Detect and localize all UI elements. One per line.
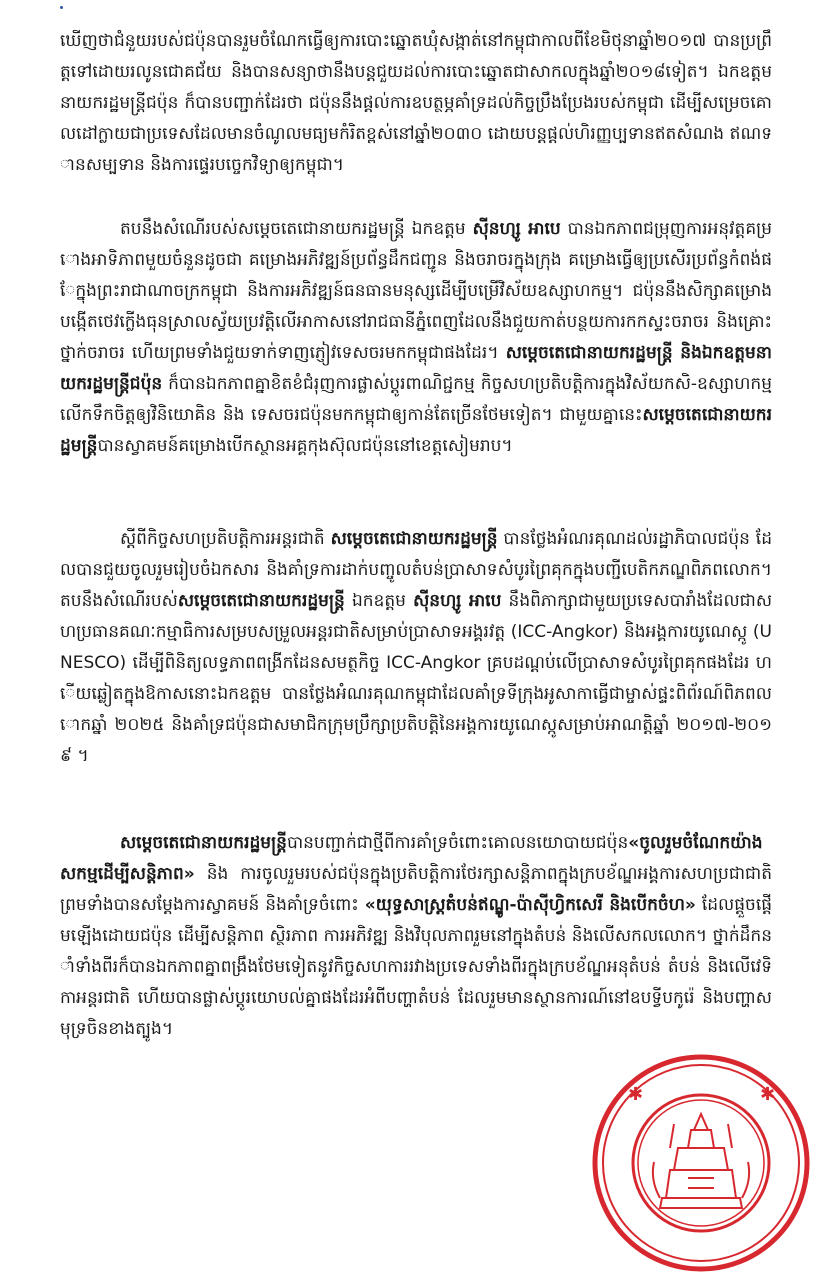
paragraph-4-text-d: និង ការចូលរួមរបស់ជប៉ុនក្នុងប្រតិបត្តិការថែរក្សាសន្តិភាពក្នុងក្របខ័ណ្ឌអង្គការសហប្រជាជាតិ ព្រមទាំងបានសម្តែងការស្វាគមន៍ និងគាំទ្រចំពោះ [60, 864, 772, 915]
svg-text:✱: ✱ [628, 1084, 644, 1105]
paragraph-4-policy: «ចូលរួមចំណែកយ៉ាងសកម្មដើម្បីសន្តិភាព» [60, 833, 763, 884]
paragraph-2-text-c: បានឯកភាពជម្រុញការអនុវត្តគម្រោងអាទិភាពមួយចំនួនដូចជា គម្រោងអភិវឌ្ឍន៍ប្រព័ន្ធដឹកជញ្ជូន និងចរាចរក្នុងក្រុង គម្រោងធ្វើឲ្យប្រសើរប្រព័ន្ធកំពង់ផែក្នុងព្រះរាជាណាចក្រកម្ពុជា និងការអភិវឌ្ឍន៍ធនធានមនុស្សដើម្បីបម្រើវិស័យឧស្សាហកម្ម។ ជប៉ុននឹងសិក្សាគម្រោងបង្កើតថេវក្លើងធុនស្រាលស្វ័យប្រវត្តិលើអាកាសនៅរាជធានីភ្នំពេញដែលនឹងជួយកាត់បន្ថយការកកស្ទះចរាចរ និងគ្រោះថ្នាក់ចរាចរ ហើយព្រមទាំងជួយទាក់ទាញភ្ញៀវទេសចរមកកម្ពុជាផងដែរ។ [60, 219, 772, 363]
blue-dot [60, 6, 63, 9]
paragraph-4-samdech: សម្តេចតេជោនាយករដ្ឋមន្ត្រី [120, 833, 287, 853]
paragraph-4-strategy: «យុទ្ធសាស្ត្រតំបន់ឥណ្ឌូ-ប៉ាស៊ីហ្វិកសេរី និងបើកចំហ» [364, 895, 696, 915]
paragraph-2-name: ស៊ីនហ្សូ អាបេ [472, 219, 561, 239]
paragraph-4-text-b: បានបញ្ជាក់ជាថ្មីពីការគាំទ្រចំពោះគោលនយោបាយជប៉ុន [286, 833, 629, 853]
paragraph-3-text-a: ស្តីពីកិច្ចសហប្រតិបត្តិការអន្តរជាតិ [120, 529, 331, 549]
paragraph-2-leaders: សម្តេចតេជោនាយករដ្ឋមន្ត្រី និងឯកឧត្តមនាយករដ្ឋមន្ត្រីជប៉ុន [60, 343, 772, 394]
paragraph-3-samdech-1: សម្តេចតេជោនាយករដ្ឋមន្ត្រី [330, 529, 498, 549]
paragraph-4 [60, 828, 772, 1045]
paragraph-3-text-e: ឯកឧត្តម [344, 591, 414, 611]
official-seal-icon [590, 1052, 812, 1274]
paragraph-3-samdech-2: សម្តេចតេជោនាយករដ្ឋមន្ត្រី [177, 591, 345, 611]
paragraph-3-text-g: នឹងពិភាក្សាជាមួយប្រទេសបារាំងដែលជាសហប្រធានគណៈកម្មាធិការសម្របសម្រួលអន្តរជាតិសម្រាប់ប្រាសាទអង្គរវត្ត (ICC-Angkor) និងអង្គការយូណេស្កូ (UNESCO) ដើម្បីពិនិត្យលទ្ធភាពពង្រីកដែនសមត្ថកិច្ច ICC-Angkor គ្របដណ្តប់លើប្រាសាទសំបូរព្រៃគុកផងដែរ ហើយឆ្លៀតក្នុងឱកាសនោះឯកឧត្តម បានថ្លែងអំណរគុណកម្ពុជាដែលគាំទ្រទីក្រុងអូសាកាធ្វើជាម្ចាស់ផ្ទះពិព័រណ៍ពិភពលោកឆ្នាំ ២០២៥ និងគាំទ្រជប៉ុនជាសមាជិកក្រុមប្រឹក្សាប្រតិបត្តិនៃអង្គការយូណេស្កូសម្រាប់អាណត្តិឆ្នាំ ២០១៧-២០១៩ ។ [60, 591, 772, 766]
paragraph-3-text-c: បានថ្លែងអំណរគុណដល់រដ្ឋាភិបាលជប៉ុន ដែលបានជួយចូលរួមរៀបចំឯកសារ និងគាំទ្រការដាក់បញ្ចូលតំបន់ប្រាសាទសំបូរព្រៃគុកក្នុងបញ្ជីបេតិកភណ្ឌពិភពលោក។ តបនឹងសំណើរបស់ [60, 529, 772, 611]
paragraph-2-text-g: បានស្វាគមន៍គម្រោងបើកស្ថានអគ្គកុងស៊ុលជប៉ុននៅខេត្តសៀមរាប។ [97, 436, 513, 456]
paragraph-3-name: ស៊ីនហ្សូ អាបេ [413, 591, 502, 611]
paragraph-2 [60, 214, 772, 462]
paragraph-2-samdech: សម្តេចតេជោនាយករដ្ឋមន្ត្រី [60, 405, 772, 456]
paragraph-1-text: ឃើញថាជំនួយរបស់ជប៉ុនបានរួមចំណែកធ្វើឲ្យការបោះឆ្នោតឃុំសង្កាត់នៅកម្ពុជាកាលពីខែមិថុនាឆ្នាំ២០១៧ បានប្រព្រឹត្តទៅដោយរលូនជោគជ័យ និងបានសន្យាថានឹងបន្តជួយដល់ការបោះឆ្នោតជាសាកលក្នុងឆ្នាំ២០១៨ទៀត។ ឯកឧត្តមនាយករដ្ឋមន្ត្រីជប៉ុន ក៏បានបញ្ជាក់ដែរថា ជប៉ុននឹងផ្តល់ការឧបត្ថម្ភគាំទ្រដល់កិច្ចប្រឹងប្រែងរបស់កម្ពុជា ដើម្បីសម្រេចគោលដៅក្លាយជាប្រទេសដែលមានចំណូលមធ្យមកំរិតខ្ពស់នៅឆ្នាំ២០៣០ ដោយបន្តផ្តល់ហិរញ្ញប្បទានឥតសំណង ឥណទានសម្បទាន និងការផ្ទេរបច្ចេកវិទ្យាឲ្យកម្ពុជា។ [60, 31, 772, 175]
paragraph-4-text-f: ដែលផ្តួចផ្តើមឡើងដោយជប៉ុន ដើម្បីសន្តិភាព ស្ថិរភាព ការអភិវឌ្ឍ និងវិបុលភាពរួមនៅក្នុងតំបន់ និងលើសកលលោក។ ថ្នាក់ដឹកនាំទាំងពីរក៏បានឯកភាពគ្នាពង្រឹងថែមទៀតនូវកិច្ចសហការរវាងប្រទេសទាំងពីរក្នុងក្របខ័ណ្ឌអនុតំបន់ តំបន់ និងលើវេទិកាអន្តរជាតិ ហើយបានផ្លាស់ប្តូរយោបល់គ្នាផងដែរអំពីបញ្ហាតំបន់ ដែលរួមមានស្ថានការណ៍នៅឧបទ្វីបកូរ៉េ និងបញ្ហាសមុទ្រចិនខាងត្បូង។ [60, 895, 773, 1039]
paragraph-1 [60, 26, 772, 181]
paragraph-3 [60, 524, 772, 772]
paragraph-2-text-e: ក៏បានឯកភាពគ្នាខិតខំជំរុញការផ្លាស់ប្តូរពាណិជ្ជកម្ម កិច្ចសហប្រតិបត្តិការក្នុងវិស័យកសិ-ឧស្សាហកម្ម លើកទឹកចិត្តឲ្យវិនិយោគិន និង ទេសចរជប៉ុនមកកម្ពុជាឲ្យកាន់តែច្រើនថែមទៀត។ ជាមួយគ្នានេះ [60, 374, 772, 425]
paragraph-2-text-a: តបនឹងសំណើរបស់សម្តេចតេជោនាយករដ្ឋមន្ត្រី ឯកឧត្តម [120, 219, 473, 239]
svg-text:✱: ✱ [760, 1084, 776, 1105]
